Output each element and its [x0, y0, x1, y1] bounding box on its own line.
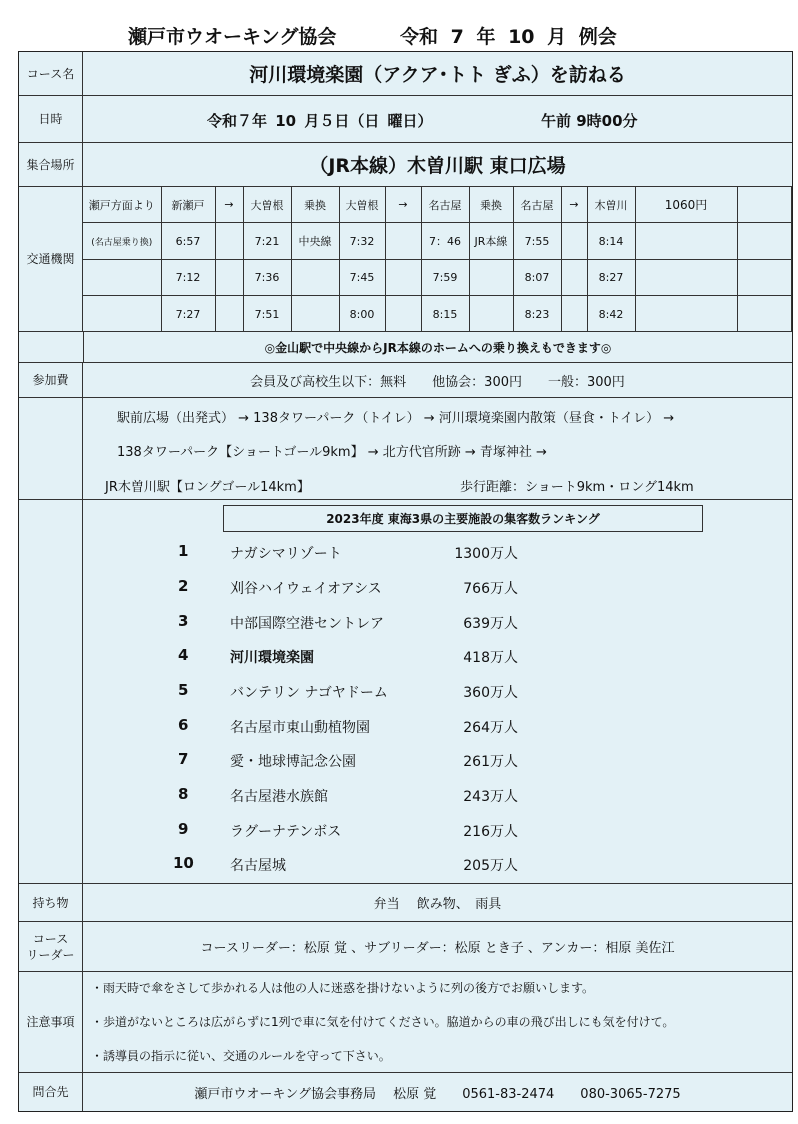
- facility-name: 刈谷ハイウェイオアシス: [230, 581, 382, 597]
- timetable-cell: [635, 259, 737, 296]
- timetable-cell: [635, 223, 737, 260]
- fee-value: 会員及び高校生以下：無料 他協会：300円 一般：300円: [250, 374, 625, 390]
- timetable-header-row: [83, 187, 792, 223]
- event-date: 令和７年 10 月５日（日 曜日）: [207, 112, 433, 130]
- contact-row: [19, 1073, 792, 1111]
- walking-distance: 歩行距離：ショート9km・ロング14km: [460, 480, 694, 495]
- leaders-row: [19, 922, 792, 972]
- timetable-cell: [291, 259, 339, 296]
- ranking-item: [83, 604, 783, 639]
- timetable-cell: [561, 259, 587, 296]
- page-header: [0, 20, 798, 50]
- visitor-count: 261万人: [463, 754, 518, 770]
- timetable: [83, 187, 792, 332]
- visitor-count: 264万人: [463, 720, 518, 736]
- arrow-cell: →: [561, 187, 587, 223]
- leaders-label: [19, 922, 83, 971]
- timetable-cell: [215, 296, 243, 332]
- transfer-note: ◎金山駅で中央線からJR本線のホームへの乗り換えもできます◎: [83, 332, 792, 362]
- timetable-cell: [737, 296, 792, 332]
- meeting-place-label: 集合場所: [19, 143, 83, 186]
- timetable-cell: 乗換: [469, 187, 513, 223]
- ranking-item: [83, 708, 783, 743]
- timetable-cell: 名古屋: [421, 187, 469, 223]
- fee-row: [19, 363, 792, 398]
- visitor-count: 1300万人: [454, 546, 518, 562]
- timetable-cell: 中央線: [291, 223, 339, 260]
- event-time: 午前 9時00分: [541, 112, 638, 130]
- contact-label: 問合先: [19, 1073, 83, 1111]
- timetable-cell: JR本線: [469, 223, 513, 260]
- timetable-cell: 7:59: [421, 259, 469, 296]
- rank-number: 9: [178, 820, 189, 838]
- fee-label: 参加費: [19, 363, 83, 397]
- timetable-cell: 8:07: [513, 259, 561, 296]
- timetable-cell: 7：46: [421, 223, 469, 260]
- timetable-row: [83, 259, 792, 296]
- timetable-cell: 名古屋: [513, 187, 561, 223]
- timetable-cell: 7:27: [161, 296, 215, 332]
- datetime-row: [19, 96, 792, 143]
- transport-row: [19, 187, 792, 332]
- arrow-cell: →: [215, 187, 243, 223]
- visitor-count: 418万人: [463, 650, 518, 666]
- timetable-cell: 8:27: [587, 259, 635, 296]
- timetable-cell: 大曽根: [243, 187, 291, 223]
- timetable-cell: 7:55: [513, 223, 561, 260]
- rank-number: 8: [178, 785, 189, 803]
- ranking-item: [83, 638, 783, 673]
- timetable-cell: (名古屋乗り換): [83, 223, 161, 260]
- course-name: 河川環境楽園（アクア･トト ぎふ）を訪ねる: [249, 64, 626, 86]
- ranking-item: [83, 569, 783, 604]
- timetable-cell: 新瀬戸: [161, 187, 215, 223]
- rank-number: 1: [178, 542, 189, 560]
- leaders-value: コースリーダー：松原 覚 、サブリーダー：松原 とき子 、アンカー：相原 美佐江: [200, 941, 675, 956]
- timetable-cell: [469, 259, 513, 296]
- timetable-cell: 8:14: [587, 223, 635, 260]
- timetable-cell: 6:57: [161, 223, 215, 260]
- timetable-cell: 7:21: [243, 223, 291, 260]
- timetable-row: [83, 223, 792, 260]
- timetable-cell: [737, 187, 792, 223]
- timetable-cell: 8:42: [587, 296, 635, 332]
- meeting-place-row: [19, 143, 792, 187]
- facility-name: 名古屋城: [230, 858, 286, 874]
- belongings-label: 持ち物: [19, 884, 83, 921]
- rank-number: 6: [178, 716, 189, 734]
- facility-name: ナガシマリゾート: [230, 546, 342, 562]
- note-item: ・歩道がないところは広がらずに1列で車に気を付けてください。脇道からの車の飛び出しにも気を付けて。: [91, 1015, 675, 1029]
- rank-number: 7: [178, 750, 189, 768]
- facility-name: 愛・地球博記念公園: [230, 754, 356, 770]
- route-line-3: JR木曽川駅【ロングゴール14km】: [105, 480, 310, 495]
- timetable-cell: 8:00: [339, 296, 385, 332]
- belongings-row: [19, 884, 792, 922]
- ranking-item: [83, 846, 783, 881]
- notes-row: [19, 972, 792, 1073]
- timetable-cell: [385, 296, 421, 332]
- rank-number: 5: [178, 681, 189, 699]
- leaders-label-line-2: リーダー: [26, 947, 75, 962]
- timetable-row: [83, 296, 792, 332]
- rank-number: 2: [178, 577, 189, 595]
- visitor-count: 766万人: [463, 581, 518, 597]
- facility-name: 名古屋市東山動植物園: [230, 720, 370, 736]
- course-label: コース名: [19, 52, 83, 95]
- facility-name: 名古屋港水族館: [230, 789, 328, 805]
- visitor-count: 360万人: [463, 685, 518, 701]
- timetable-cell: [291, 296, 339, 332]
- timetable-cell: [385, 259, 421, 296]
- arrow-cell: →: [385, 187, 421, 223]
- timetable-cell: [635, 296, 737, 332]
- notes-label: 注意事項: [19, 972, 83, 1072]
- route-line-1: 駅前広場（出発式） → 138タワーパーク（トイレ） → 河川環境楽園内散策（昼食・トイレ） →: [117, 411, 675, 426]
- timetable-cell: [561, 296, 587, 332]
- facility-name-highlight: 河川環境楽園: [230, 650, 314, 666]
- facility-name: 中部国際空港セントレア: [230, 616, 384, 632]
- visitor-count: 216万人: [463, 824, 518, 840]
- timetable-cell: 木曽川: [587, 187, 635, 223]
- timetable-cell: 7:45: [339, 259, 385, 296]
- visitor-count: 243万人: [463, 789, 518, 805]
- timetable-cell: [737, 223, 792, 260]
- timetable-cell: 8:15: [421, 296, 469, 332]
- timetable-cell: [469, 296, 513, 332]
- note-item: ・雨天時で傘をさして歩かれる人は他の人に迷惑を掛けないように列の後方でお願いします。: [91, 981, 595, 995]
- timetable-cell: [215, 259, 243, 296]
- leaders-label-line-1: コース: [32, 931, 69, 946]
- timetable-cell: 7:36: [243, 259, 291, 296]
- meeting-place: （JR本線）木曽川駅 東口広場: [309, 155, 566, 177]
- timetable-cell: 乗換: [291, 187, 339, 223]
- timetable-cell: [737, 259, 792, 296]
- datetime-label: 日時: [19, 96, 83, 142]
- belongings-value: 弁当 飲み物、 雨具: [373, 897, 502, 912]
- timetable-cell: 瀬戸方面より: [83, 187, 161, 223]
- transfer-note-row: [19, 332, 792, 363]
- ranking-item: [83, 742, 783, 777]
- meeting-title: 令和 7 年 10 月 例会: [400, 26, 617, 48]
- note-item: ・誘導員の指示に従い、交通のルールを守って下さい。: [91, 1049, 391, 1063]
- timetable-cell: [385, 223, 421, 260]
- rank-number: 10: [173, 854, 194, 872]
- timetable-cell: [215, 223, 243, 260]
- fare-cell: 1060円: [635, 187, 737, 223]
- ranking-item: [83, 534, 783, 569]
- event-info-table: [18, 51, 793, 1112]
- facility-name: バンテリン ナゴヤドーム: [230, 685, 388, 701]
- route-row: [19, 398, 792, 500]
- ranking-title: 2023年度 東海3県の主要施設の集客数ランキング: [223, 505, 703, 532]
- timetable-cell: 8:23: [513, 296, 561, 332]
- transport-label: 交通機関: [19, 187, 83, 331]
- timetable-cell: 7:32: [339, 223, 385, 260]
- timetable-cell: [83, 259, 161, 296]
- timetable-cell: 大曽根: [339, 187, 385, 223]
- rank-number: 4: [178, 646, 189, 664]
- timetable-cell: [83, 296, 161, 332]
- ranking-row: [19, 500, 792, 884]
- ranking-item: [83, 673, 783, 708]
- timetable-cell: 7:51: [243, 296, 291, 332]
- ranking-item: [83, 777, 783, 812]
- timetable-cell: [561, 223, 587, 260]
- rank-number: 3: [178, 612, 189, 630]
- visitor-count: 205万人: [463, 858, 518, 874]
- route-line-2: 138タワーパーク【ショートゴール9km】 → 北方代官所跡 → 青塚神社 →: [117, 445, 547, 460]
- facility-name: ラグーナテンボス: [230, 824, 342, 840]
- timetable-cell: 7:12: [161, 259, 215, 296]
- organization-name: 瀬戸市ウオーキング協会: [128, 26, 337, 48]
- course-row: [19, 52, 792, 96]
- visitor-count: 639万人: [463, 616, 518, 632]
- ranking-item: [83, 812, 783, 847]
- contact-value: 瀬戸市ウオーキング協会事務局 松原 覚 0561-83-2474 080-3065-7275: [194, 1086, 681, 1102]
